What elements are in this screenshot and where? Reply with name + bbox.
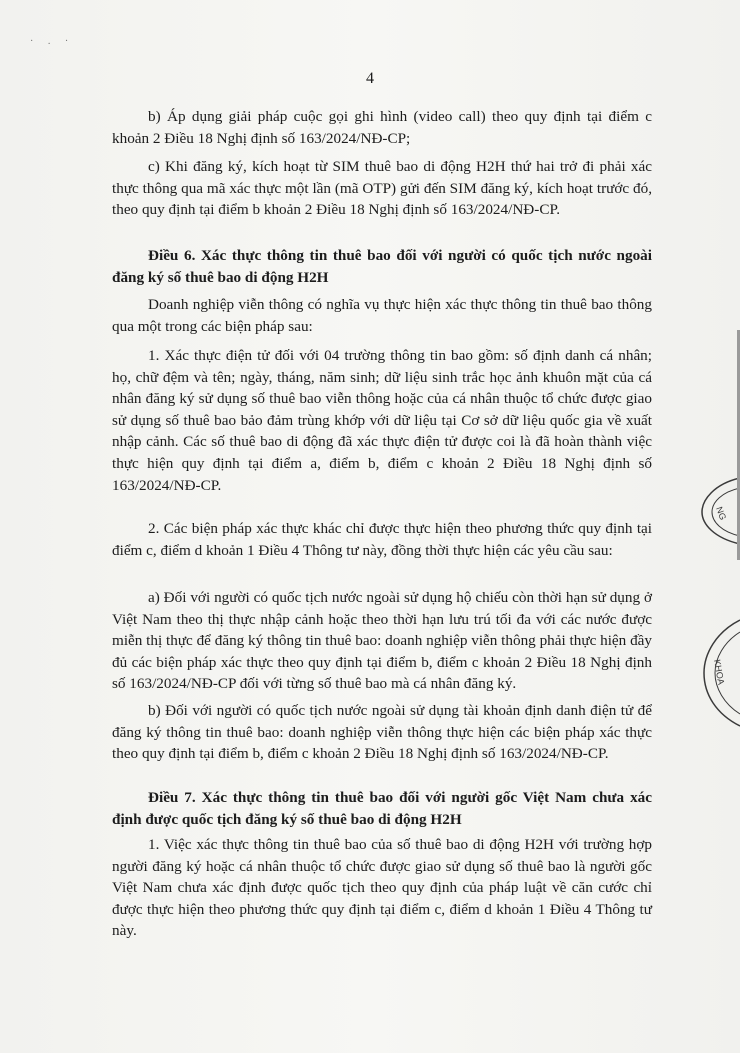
seal-stamp-upper xyxy=(694,476,740,546)
paragraph-article-6-clause-1: 1. Xác thực điện tử đối với 04 trường thông tin bao gồm: số định danh cá nhân; họ, chữ đệm và tên; ngày, tháng, năm sinh; dữ liệu sinh trắc học ảnh khuôn mặt của cá nhân đăng ký sử dụng số thuê bao viễn thông hoặc của cá nhân thuộc tổ chức được giao sử dụng số thuê bao bảo đảm trùng khớp với dữ liệu tại Cơ sở dữ liệu quốc gia về xuất nhập cảnh. Các số thuê bao di động đã xác thực điện tử được coi là đã hoàn thành việc thực hiện quy định tại điểm a, điểm b, điểm c khoản 2 Điều 18 Nghị định số 163/2024/NĐ-CP. xyxy=(112,347,652,494)
seal-text-upper: NG xyxy=(714,505,729,522)
paragraph-article-6-clause-2b: b) Đối với người có quốc tịch nước ngoài sử dụng tài khoản định danh điện tử để đăng ký thông tin thuê bao: doanh nghiệp viễn thông thực hiện các biện pháp xác thực theo quy định tại điểm b, điểm c khoản 2 Điều 18 Nghị định số 163/2024/NĐ-CP. xyxy=(112,702,652,763)
scan-marks: · . · xyxy=(30,36,75,47)
paragraph-item-b-video-call: b) Áp dụng giải pháp cuộc gọi ghi hình (video call) theo quy định tại điểm c khoản 2 Điều 18 Nghị định số 163/2024/NĐ-CP; xyxy=(112,108,652,147)
seal-stamp-lower xyxy=(700,618,740,728)
paragraph-article-6-clause-2: 2. Các biện pháp xác thực khác chỉ được thực hiện theo phương thức quy định tại điểm c, điểm d khoản 1 Điều 4 Thông tư này, đồng thời thực hiện các yêu cầu sau: xyxy=(112,520,652,559)
paragraph-article-6-clause-2a: a) Đối với người có quốc tịch nước ngoài sử dụng hộ chiếu còn thời hạn sử dụng ở Việt Nam theo thị thực nhập cảnh hoặc theo thời hạn lưu trú tối đa với các nước được miễn thị thực để đăng ký thông tin thuê bao: doanh nghiệp viễn thông phải thực hiện đầy đủ các biện pháp xác thực theo quy định tại điểm b, điểm c khoản 2 Điều 18 Nghị định số 163/2024/NĐ-CP đối với từng số thuê bao mà cá nhân đăng ký. xyxy=(112,589,652,693)
seal-text-lower: KHOA xyxy=(712,658,727,686)
page-number: 4 xyxy=(366,70,374,87)
article-6-heading: Điều 6. Xác thực thông tin thuê bao đối với người có quốc tịch nước ngoài đăng ký số thuê bao di động H2H xyxy=(112,247,652,286)
article-7-heading: Điều 7. Xác thực thông tin thuê bao đối với người gốc Việt Nam chưa xác định được quốc tịch đăng ký số thuê bao di động H2H xyxy=(112,789,652,828)
paragraph-article-7-clause-1: 1. Việc xác thực thông tin thuê bao của số thuê bao di động H2H với trường hợp người đăng ký hoặc cá nhân thuộc tổ chức được giao sử dụng số thuê bao là người gốc Việt Nam chưa xác định được quốc tịch theo quy định của pháp luật về căn cước chỉ được thực hiện theo phương thức quy định tại điểm c, điểm d khoản 1 Điều 4 Thông tư này. xyxy=(112,836,652,940)
paragraph-item-c-otp: c) Khi đăng ký, kích hoạt từ SIM thuê bao di động H2H thứ hai trở đi phải xác thực thông qua mã xác thực một lần (mã OTP) gửi đến SIM đăng ký, kích hoạt trước đó, theo quy định tại điểm b khoản 2 Điều 18 Nghị định số 163/2024/NĐ-CP. xyxy=(112,158,652,219)
paragraph-article-6-intro: Doanh nghiệp viễn thông có nghĩa vụ thực hiện xác thực thông tin thuê bao thông qua một trong các biện pháp sau: xyxy=(112,296,652,335)
